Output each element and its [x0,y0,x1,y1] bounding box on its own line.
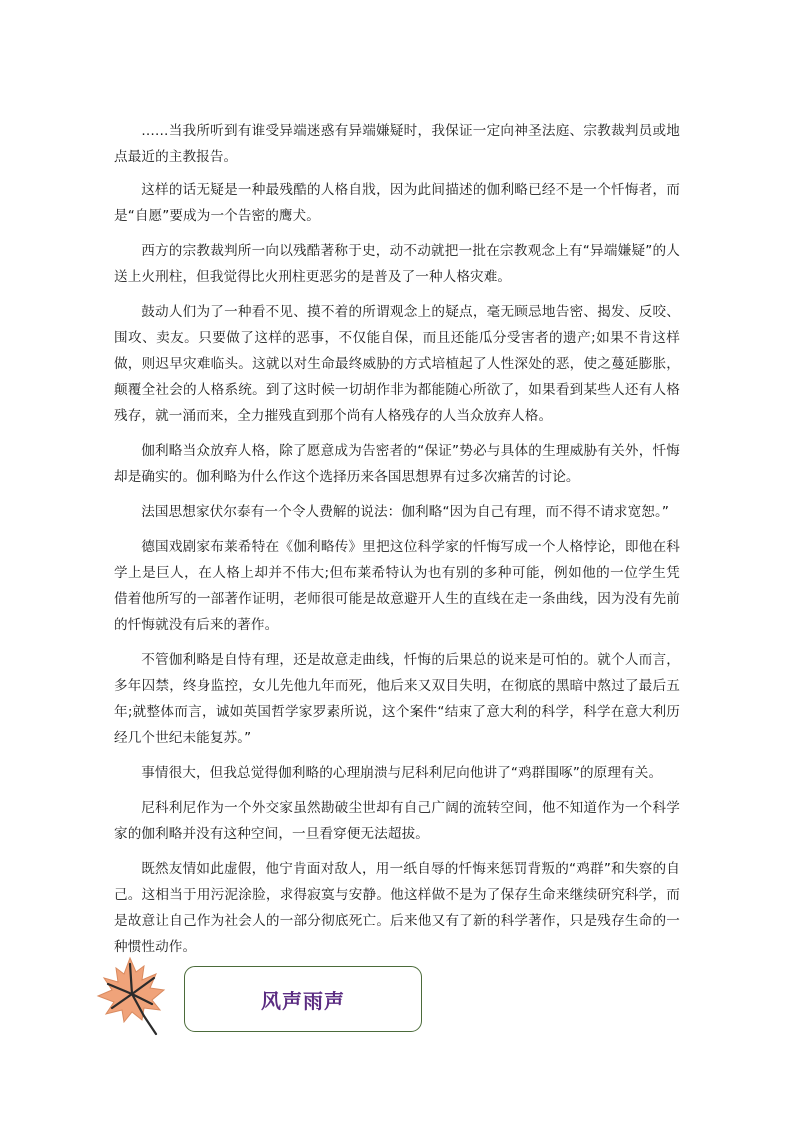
paragraph-4: 鼓动人们为了一种看不见、摸不着的所谓观念上的疑点，毫无顾忌地告密、揭发、反咬、围攻、卖友。只要做了这样的恶事，不仅能自保，而且还能瓜分受害者的遗产;如果不肯这样做，则迟早灾难临头。这就以对生命最终威胁的方式培植起了人性深处的恶，使之蔓延膨胀，颠覆全社会的人格系统。到了这时候一切胡作非为都能随心所欲了，如果看到某些人还有人格残存，就一涌而来，全力摧残直到那个尚有人格残存的人当众放弃人格。 [114,304,680,424]
maple-leaf-icon [92,954,168,1040]
paragraph-5: 伽利略当众放弃人格，除了愿意成为告密者的“保证”势必与具体的生理威胁有关外，忏悔却是确实的。伽利略为什么作这个选择历来各国思想界有过多次痛苦的讨论。 [114,443,680,485]
paragraph-1: ……当我所听到有谁受异端迷惑有异端嫌疑时，我保证一定向神圣法庭、宗教裁判员或地点最近的主教报告。 [114,123,680,165]
section-heading-block [92,954,432,1040]
paragraph-7: 德国戏剧家布莱希特在《伽利略传》里把这位科学家的忏悔写成一个人格悖论，即他在科学上是巨人，在人格上却并不伟大;但布莱希特认为也有别的多种可能，例如他的一位学生凭借着他所写的一部著作证明，老师很可能是故意避开人生的直线在走一条曲线，因为没有先前的忏悔就没有后来的著作。 [114,539,680,633]
paragraph-3: 西方的宗教裁判所一向以残酷著称于史，动不动就把一批在宗教观念上有“异端嫌疑”的人送上火刑柱，但我觉得比火刑柱更恶劣的是普及了一种人格灾难。 [114,243,680,285]
article-body [114,118,680,969]
paragraph-6: 法国思想家伏尔泰有一个令人费解的说法：伽利略“因为自己有理，而不得不请求宽恕。” [141,504,670,520]
paragraph-11: 既然友情如此虚假，他宁肯面对敌人，用一纸自辱的忏悔来惩罚背叛的“鸡群”和失察的自己。这相当于用污泥涂脸，求得寂寞与安静。他这样做不是为了保存生命来继续研究科学，而是故意让自己作为社会人的一部分彻底死亡。后来他又有了新的科学著作，只是残存生命的一种惯性动作。 [114,861,680,955]
paragraph-2: 这样的话无疑是一种最残酷的人格自戕，因为此间描述的伽利略已经不是一个忏悔者，而是“自愿”要成为一个告密的鹰犬。 [114,182,680,224]
paragraph-9: 事情很大，但我总觉得伽利略的心理崩溃与尼科利尼向他讲了“鸡群围啄”的原理有关。 [141,765,663,781]
section-title-box [184,966,422,1032]
section-title: 风声雨声 [261,988,345,1013]
paragraph-10: 尼科利尼作为一个外交家虽然勘破尘世却有自己广阔的流转空间，他不知道作为一个科学家的伽利略并没有这种空间，一旦看穿便无法超拔。 [114,800,680,842]
paragraph-8: 不管伽利略是自恃有理，还是故意走曲线，忏悔的后果总的说来是可怕的。就个人而言，多年囚禁，终身监控，女儿先他九年而死，他后来又双目失明，在彻底的黑暗中熬过了最后五年;就整体而言，诚如英国哲学家罗素所说，这个案件“结束了意大利的科学，科学在意大利历经几个世纪未能复苏。” [114,652,680,746]
